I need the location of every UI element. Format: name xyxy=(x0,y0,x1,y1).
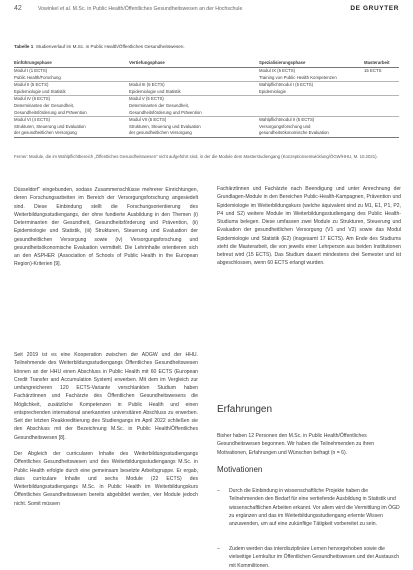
table-cell: Gesundheitsförderung und Prävention xyxy=(129,109,202,115)
list-item xyxy=(217,545,401,570)
table-cell xyxy=(259,110,364,117)
table-cell xyxy=(259,103,364,110)
table-cell: gesundheitsökonomische Evaluation xyxy=(259,130,364,137)
body-paragraph: Bisher haben 12 Personen den M.Sc. in Public Health/Öffentliches Gesundheitswesen begonnen. Wir haben die Teilnehmenden zu ihren Motivationen, Erfahrungen und Wünschen befragt (n = 6). xyxy=(217,433,375,456)
table-cell: 15 ECTS xyxy=(364,68,382,73)
page-header xyxy=(14,5,399,15)
table-header-cell: Vertiefungsphase xyxy=(129,58,259,68)
table-cell xyxy=(364,82,399,89)
table-cell: Determinanten der Gesundheit, xyxy=(14,102,74,108)
body-paragraph: Der Abgleich der curricularen Inhalte des Weiterbildungsstudiengangs Öffentliches Gesundheitswesen und des Weiterbildungsstudiengangs M.Sc. in Public Health erfolgte durch eine gemeinsam besetzte Arbeitsgruppe. Er ergab, dass curriculare Inhalte und sechs Module (22 ECTS) des Weiterbildungsstudiengangs M.Sc. in Public Health im Weiterbildungskurs Öffentliches Gesundheitswesen bereits abgebildet werden, vier Module jedoch nicht. Somit müssen xyxy=(14,451,198,507)
table-cell xyxy=(364,89,399,96)
right-text-column xyxy=(217,185,401,375)
table-cell: Modul IX (5 ECTS) xyxy=(259,68,296,73)
table-row xyxy=(14,68,399,75)
table-cell: Versorgungsforschung und xyxy=(259,123,311,129)
table-cell: Modul III (5 ECTS) xyxy=(129,82,259,89)
table-cell xyxy=(364,103,399,110)
table-cell: Epidemiologie xyxy=(259,88,286,94)
table-caption-label: Tabelle 1 xyxy=(14,44,34,49)
subsection-heading: Motivationen xyxy=(217,465,263,474)
table-cell: Strukturen, Steuerung und Evaluation xyxy=(14,123,86,129)
table-cell xyxy=(364,117,399,124)
table-header-cell: Masterarbeit xyxy=(364,58,399,68)
table-cell: Wahlpflichtmodul I (5 ECTS) xyxy=(259,82,364,89)
bullet-dash: – xyxy=(217,546,220,552)
table-cell xyxy=(129,75,259,82)
table-header-row xyxy=(14,58,399,68)
table-cell: Modul V (5 ECTS) xyxy=(129,96,259,103)
table-row xyxy=(14,96,399,103)
table-cell xyxy=(364,75,399,82)
table-row xyxy=(14,103,399,110)
table-cell xyxy=(364,124,399,131)
table-cell xyxy=(364,130,399,137)
table-cell xyxy=(259,96,364,103)
table-cell: Modul II (5 ECTS) xyxy=(14,82,129,89)
publisher-logo: DE GRUYTER xyxy=(350,5,399,12)
list-item-text: Durch die Einbindung in wissenschaftliche Projekte haben die Teilnehmenden den Bedarf für eine vertiefende Ausbildung in Statistik und wissenschaftlichen Arbeiten erkannt. Vor allem wird die Vermittlung im ÖGD zu ergänzen und das im Weiterbildungsstudiengang erlernte Wissen anzuwenden, um auf eine zukünftige Tätigkeit vorbereitet zu sein. xyxy=(229,488,400,527)
table-cell: Modul IV (6 ECTS) xyxy=(14,96,129,103)
table-cell: Gesundheitsförderung und Prävention xyxy=(14,109,87,115)
section-heading: Erfahrungen xyxy=(217,404,273,415)
list-item-text: Zudem werden das interdisziplinäre Lernen hervorgehoben sowie die vielseitige Lernkultur im Öffentlichen Gesundheitswesen und der Austausch mit Kommilitonen. xyxy=(229,546,400,569)
table-cell: der gesundheitlichen Versorgung xyxy=(129,130,259,137)
table-cell: Epidemiologie und Statistik xyxy=(129,88,181,94)
table-cell: Modul I (1 ECTS) xyxy=(14,68,48,73)
table-row xyxy=(14,110,399,117)
motivation-list xyxy=(217,487,401,570)
table-cell xyxy=(129,68,259,75)
table-cell xyxy=(364,96,399,103)
table-cell: Epidemiologie und Statistik xyxy=(14,88,66,94)
table-cell: Modul VI (4 ECTS) xyxy=(14,117,129,124)
left-text-column xyxy=(14,186,198,540)
table-row xyxy=(14,89,399,96)
table-row xyxy=(14,75,399,82)
body-paragraph: Seit 2019 ist es eine Kooperation zwischen der ADGW und der HHU. Teilnehmende des Weiterbildungsstudiengangs Öffentliches Gesundheitswesen können an der HHU einen Abschluss in Public Health mit 60 ECTS (European Credit Transfer and Accumulation System) erwerben. Mit dem im Vergleich zur umfangreicheren 120 ECTS-Variante verschlankten Studium haben Fachärztinnen und Fachärzte des Öffentlichen Gesundheitswesens die Möglichkeit, zusätzliche Kompetenzen in Public Health und einen entsprechenden international anerkannten universitären Abschluss zu erwerben. Seit der letzten Reakkreditierung des Studiengangs im April 2022 schließen sie den Abschluss mit der Bezeichnung M.Sc. in Public Health/Öffentliches Gesundheitswesen [8]. xyxy=(14,352,198,441)
table-cell: Strukturen, Steuerung und Evaluation xyxy=(129,123,201,129)
table-cell: Public Health/Forschung xyxy=(14,74,61,80)
table-cell: der gesundheitlichen Versorgung xyxy=(14,130,129,137)
body-paragraph: Düsseldorf“ eingebunden, sodass Zusammenschlüsse mehrerer Einrichtungen, deren Forschungsarbeiten im Bereich der Versorgungsforschung angesiedelt sind. Diese Einbindung stellt die Forschungsorientierung des Weiterbildungsstudiengangs, der ohne fundierte Ausbildung in den Themen (i) Determinanten der Gesundheit, Gesundheitsförderung und Prävention, (ii) Epidemiologie und Statistik, (iii) Strukturen, Steuerung und Evaluation der gesundheitlichen Versorgung sowie (iv) Versorgungsforschung und gesundheitsökonomische Evaluation vermittelt. Die Lehrinhalte orientieren sich an den ASPHER (Association of Schools of Public Health in the European Region)-Kriterien [9]. xyxy=(14,187,198,268)
list-item xyxy=(217,487,401,545)
table-cell xyxy=(364,110,399,117)
table-footnote: Ferner: Module, die im Wahlpflichtbereich „Öffentliches Gesundheitswesen“ nicht aufgeführt sind, in der die Module dem Masterstudiengang (Konzeptionsentwicklung/ÖGW/HHU, M. 10.2021). xyxy=(14,154,378,159)
table-caption-text: Studienverlauf im M.Sc. in Public Health/Öffentliches Gesundheitswesen. xyxy=(35,44,185,49)
table-header-cell: Einführungsphase xyxy=(14,58,129,68)
table-row xyxy=(14,82,399,89)
study-plan-table xyxy=(14,58,399,138)
table-cell: Determinanten der Gesundheit, xyxy=(129,102,189,108)
bullet-dash: – xyxy=(217,488,220,494)
table-cell: Modul VII (5 ECTS) xyxy=(129,117,259,124)
table-row xyxy=(14,130,399,137)
running-title: Vowinkel et al. M.Sc. in Public Health/Öffentliches Gesundheitswesen an der Hochschule xyxy=(38,6,243,12)
table-header-cell: Spezialisierungsphase xyxy=(259,58,364,68)
body-paragraph: Fachärztinnen und Fachärzte nach Beendigung und unter Anrechnung der Grundlagen-Module in den Bereichen Public-Health-Kampagnen, Prävention und Epidemiologie im Weiterbildungskurs (welche äquivalent sind zu M1, E1, P1, P2, P4 und S2) weitere Module im Weiterbildungsstudiengang des Public Health-Studiums belegen. Diese umfassen zwei Module zu Strukturen, Steuerung und Evaluation der gesundheitlichen Versorgung (V1 und V2) sowie das Modul Epidemiologie und Statistik (E2) (insgesamt 17 ECTS). Am Ende des Studiums steht die Masterarbeit, die von jeweils einer Lehrperson aus beiden Institutionen betreut wird (15 ECTS). Das Studium dauert mindestens drei Semester und ist abgeschlossen, wenn 60 ECTS erlangt wurden. xyxy=(217,186,401,267)
table-cell: Wahlpflichtmodul II (5 ECTS) xyxy=(259,117,364,124)
table-row xyxy=(14,124,399,131)
table-row xyxy=(14,117,399,124)
table-caption xyxy=(14,44,399,49)
page-number: 42 xyxy=(14,5,22,12)
table-cell: Training von Public Health Kompetenzen xyxy=(259,74,337,80)
